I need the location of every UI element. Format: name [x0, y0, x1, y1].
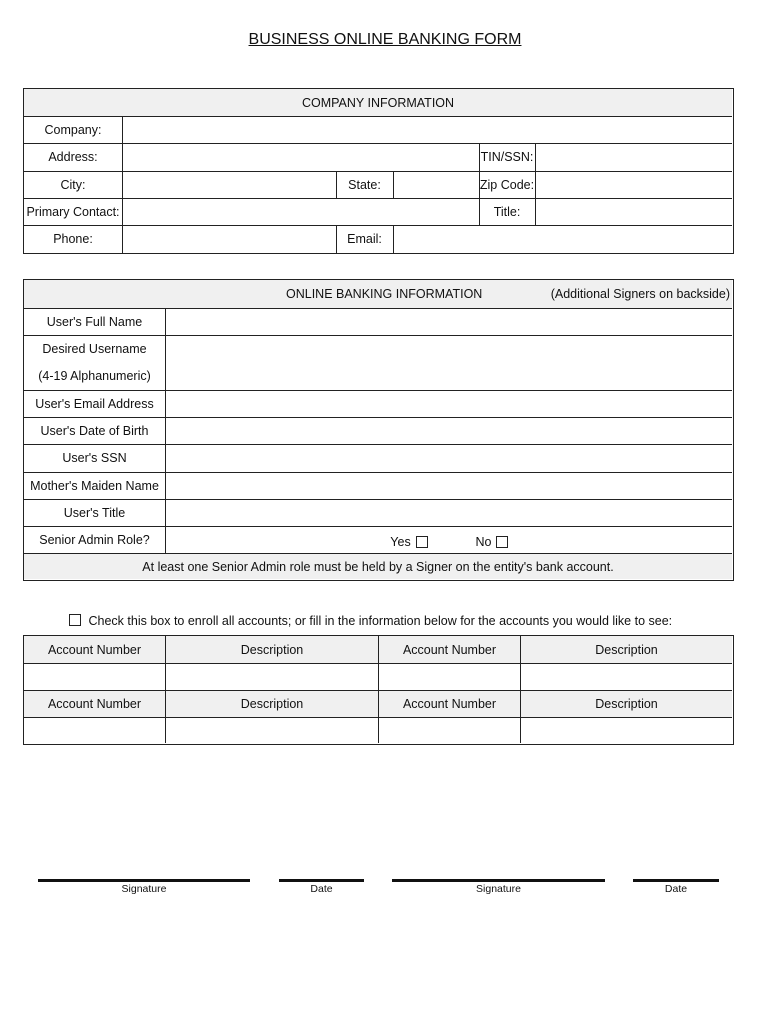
title-field[interactable]: [536, 198, 732, 225]
city-label: City:: [60, 177, 86, 192]
company-field[interactable]: [123, 116, 732, 143]
users-full-name-field[interactable]: [166, 308, 732, 335]
mothers-maiden-name-field[interactable]: [166, 472, 732, 499]
users-ssn-label: User's SSN: [62, 451, 127, 465]
phone-field[interactable]: [123, 225, 335, 253]
additional-signers-note: (Additional Signers on backside): [550, 287, 730, 301]
account-number-header-2: Account Number: [379, 636, 520, 663]
account-number-field-1[interactable]: [24, 664, 165, 690]
date-line-1[interactable]: [279, 879, 364, 882]
description-header-2: Description: [521, 636, 732, 663]
senior-admin-no-option[interactable]: [470, 530, 514, 554]
users-email-label: User's Email Address: [35, 396, 154, 411]
signature-line-1[interactable]: [38, 879, 250, 882]
accounts-table: [23, 635, 734, 745]
online-banking-title: ONLINE BANKING INFORMATION: [286, 287, 483, 301]
email-label: Email:: [347, 232, 382, 246]
description-field-2[interactable]: [521, 664, 732, 690]
senior-admin-yes-checkbox[interactable]: [416, 536, 428, 548]
email-field[interactable]: [394, 225, 732, 253]
enroll-all-accounts-text: Check this box to enroll all accounts; or fill in the information below for the accounts you would like to see:: [88, 614, 673, 628]
zip-code-label: Zip Code:: [479, 177, 535, 192]
description-field-4[interactable]: [521, 718, 732, 743]
account-number-field-3[interactable]: [24, 718, 165, 743]
users-full-name-label: User's Full Name: [46, 314, 143, 329]
city-field[interactable]: [123, 171, 335, 198]
description-header-4: Description: [521, 691, 732, 717]
account-number-field-2[interactable]: [379, 664, 520, 690]
address-field[interactable]: [123, 143, 478, 171]
senior-admin-yes-option[interactable]: [384, 530, 434, 554]
enroll-all-accounts-row: [69, 614, 672, 628]
online-banking-section: [23, 279, 734, 581]
description-field-3[interactable]: [166, 718, 378, 743]
state-label: State:: [348, 177, 381, 192]
users-title-field[interactable]: [166, 499, 732, 526]
online-banking-header: [24, 280, 732, 308]
title-label: Title:: [493, 204, 521, 219]
tin-ssn-label: TIN/SSN:: [480, 150, 534, 164]
senior-admin-yes-label: Yes: [390, 535, 411, 549]
users-dob-field[interactable]: [166, 417, 732, 444]
users-title-label: User's Title: [63, 505, 126, 520]
date-label-1: Date: [310, 883, 333, 895]
desired-username-line2: (4-19 Alphanumeric): [38, 368, 151, 383]
company-label: Company:: [44, 122, 102, 137]
signature-label-1: Signature: [121, 883, 167, 895]
company-information-section: [23, 88, 734, 254]
phone-label: Phone:: [53, 232, 93, 246]
primary-contact-label: Primary Contact:: [26, 204, 120, 219]
signature-label-2: Signature: [476, 883, 521, 895]
company-information-header: COMPANY INFORMATION: [24, 89, 732, 116]
form-title: BUSINESS ONLINE BANKING FORM: [248, 31, 522, 48]
signature-line-2[interactable]: [392, 879, 605, 882]
description-field-1[interactable]: [166, 664, 378, 690]
account-number-header-4: Account Number: [379, 691, 520, 717]
senior-admin-footnote: At least one Senior Admin role must be held by a Signer on the entity's bank account.: [24, 554, 732, 579]
description-header-3: Description: [166, 691, 378, 717]
date-label-2: Date: [664, 883, 688, 895]
users-email-field[interactable]: [166, 390, 732, 417]
address-label: Address:: [48, 150, 98, 164]
senior-admin-no-checkbox[interactable]: [496, 536, 508, 548]
state-field[interactable]: [394, 171, 479, 198]
enroll-all-accounts-checkbox[interactable]: [69, 614, 81, 626]
users-ssn-field[interactable]: [166, 444, 732, 472]
users-dob-label: User's Date of Birth: [40, 423, 149, 438]
primary-contact-field[interactable]: [123, 198, 478, 225]
account-number-header-3: Account Number: [24, 691, 165, 717]
desired-username-field[interactable]: [166, 335, 732, 390]
mothers-maiden-name-label: Mother's Maiden Name: [30, 478, 159, 493]
account-number-field-4[interactable]: [379, 718, 520, 743]
senior-admin-role-label: Senior Admin Role?: [39, 532, 150, 547]
desired-username-label: [24, 335, 165, 390]
tin-ssn-field[interactable]: [536, 143, 732, 171]
description-header-1: Description: [166, 636, 378, 663]
zip-code-field[interactable]: [536, 171, 732, 198]
account-number-header-1: Account Number: [24, 636, 165, 663]
senior-admin-no-label: No: [475, 535, 492, 549]
desired-username-line1: Desired Username: [42, 341, 147, 356]
date-line-2[interactable]: [633, 879, 719, 882]
